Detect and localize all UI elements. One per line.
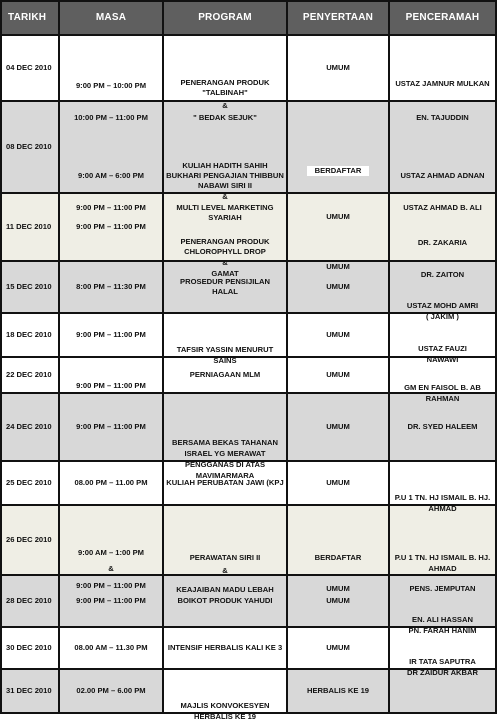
program-cell: INTENSIF HERBALIS KALI KE 3 [164,628,288,670]
penyertaan-cell: UMUM [288,628,390,670]
program-line: PERAWATAN SIRI II [189,553,261,562]
table-row [2,394,497,462]
program-cell: BOIKOT PRODUK YAHUDI [164,576,288,628]
date-cell: 26 DEC 2010 [2,506,60,576]
penceramah-line: USTAZ AHMAD ADNAN [400,171,485,180]
program-line: PENERANGAN PRODUK [180,237,270,246]
penyertaan-cell: UMUM [288,358,390,394]
program-cell [164,670,288,721]
masa-cell: 9:00 PM – 11:00 PM [60,194,164,262]
program-line: SAINS [213,356,237,365]
table-row [2,506,497,576]
penyertaan-cell: UMUM [288,462,390,506]
masa-line: & [108,564,114,573]
header-row [2,2,497,36]
penceramah-line: RAHMAN [425,394,460,403]
penyertaan-cell: UMUM [288,576,390,628]
penceramah-line: GM EN FAISOL B. AB [404,383,481,392]
penyertaan-cell: UMUM [288,394,390,462]
masa-cell: 9:00 PM – 11:00 PM [60,394,164,462]
date-cell: 31 DEC 2010 [2,670,60,714]
program-line: NABAWI SIRI II [197,181,252,190]
masa-line: 9:00 PM – 11:00 PM [76,203,146,212]
date-cell: 22 DEC 2010 [2,358,60,394]
masa-line: 9:00 PM – 11:00 PM [76,381,146,390]
penceramah-line: DR. ZAITON [420,270,465,279]
masa-cell: 02.00 PM – 6.00 PM [60,670,164,714]
masa-line: 9:00 PM – 10:00 PM [75,81,147,90]
program-line: MAJLIS KONVOKESYEN [180,701,270,710]
penyertaan-line: UMUM [326,584,350,593]
header-masa: MASA [60,2,164,36]
program-line: HERBALIS KE 19 [193,712,257,721]
penyertaan-cell: HERBALIS KE 19 [288,670,390,714]
penceramah-line: PN. FARAH HANIM [408,626,477,635]
masa-cell [60,358,164,394]
program-line: PENERANGAN PRODUK [180,78,270,87]
date-cell: 24 DEC 2010 [2,394,60,462]
masa-line: 10:00 PM – 11:00 PM [74,113,148,122]
penyertaan-cell: UMUM [288,36,390,102]
program-line: TAFSIR YASSIN MENURUT [176,345,274,354]
penceramah-cell: DR. SYED HALEEM [390,394,497,462]
penyertaan-line: UMUM [326,262,350,271]
header-penceramah: PENCERAMAH [390,2,497,36]
program-cell: PERNIAGAAN MLM [164,358,288,394]
penceramah-cell [390,462,497,513]
date-cell: 15 DEC 2010 [2,262,60,314]
date-cell: 25 DEC 2010 [2,462,60,506]
program-line: MAVIMARMARA [195,471,255,480]
date-cell: 11 DEC 2010 [2,194,60,262]
program-line: "TALBINAH" [202,88,248,97]
program-cell [164,394,288,480]
penceramah-line: P.U 1 TN. HJ ISMAIL B. HJ. [394,553,491,562]
penceramah-line: DR ZAIDUR AKBAR [406,668,478,677]
penyertaan-line: BERDAFTAR [314,553,362,562]
masa-cell [60,36,164,122]
penceramah-cell [390,36,497,122]
registered-highlight: BERDAFTAR [307,166,370,176]
date-cell: 30 DEC 2010 [2,628,60,670]
program-line: & [222,566,228,575]
penceramah-line: PENS. JEMPUTAN [409,584,476,593]
header-tarikh: TARIKH [2,2,60,36]
program-line: BERSAMA BEKAS TAHANAN [172,438,278,447]
penyertaan-cell [288,506,390,593]
penceramah-line: USTAZ AHMAD B. ALI [403,203,482,212]
date-cell: 28 DEC 2010 [2,576,60,628]
penyertaan-cell [288,194,390,271]
masa-line: 9:00 PM – 11:00 PM [76,581,146,590]
program-line: & [222,192,228,201]
penceramah-line: AHMAD [428,504,457,513]
masa-cell: 08.00 PM – 11.00 PM [60,462,164,506]
program-line: MULTI LEVEL MARKETING [176,203,274,212]
masa-cell: 9:00 PM – 11:00 PM [60,576,164,628]
program-cell [164,314,288,365]
penceramah-line: AHMAD [428,564,457,573]
program-line: SYARIAH [208,213,242,222]
penceramah-line: EN. TAJUDDIN [416,113,469,122]
date-cell: 18 DEC 2010 [2,314,60,358]
program-line: KEAJAIBAN MADU LEBAH [176,585,274,594]
penceramah-line: USTAZ JAMNUR MULKAN [395,79,490,88]
penceramah-line: DR. ZAKARIA [417,238,468,247]
penyertaan-line: UMUM [326,212,350,221]
program-cell: KULIAH PERUBATAN JAWI (KPJ [164,462,288,506]
penyertaan-cell: UMUM [288,314,390,358]
program-line: & [222,258,228,267]
penceramah-line: IR TATA SAPUTRA [409,657,476,666]
table-row [2,36,497,102]
program-line: PROSEDUR PENSIJILAN HALAL [180,277,270,296]
masa-cell: 08.00 AM – 11.30 PM [60,628,164,670]
masa-cell: 9:00 PM – 11:00 PM [60,314,164,358]
program-line: " BEDAK SEJUK" [193,113,257,122]
penceramah-line: USTAZ MOHD AMRI [406,301,479,310]
penyertaan-cell: UMUM [288,262,390,314]
header-program: PROGRAM [164,2,288,36]
penceramah-line: ( JAKIM ) [426,312,459,321]
penyertaan-cell [288,102,390,221]
date-cell: 04 DEC 2010 [2,36,60,102]
penceramah-line: USTAZ FAUZI [418,344,467,353]
program-cell [164,506,288,594]
masa-line: 9:00 AM – 1:00 PM [78,548,144,557]
penceramah-line: EN. ALI HASSAN [412,615,473,624]
program-line: BUKHARI PENGAJIAN THIBBUN [166,171,284,180]
program-line: PENGGANAS DI ATAS [184,460,266,469]
program-line: KULIAH HADITH SAHIH [182,161,268,170]
masa-line: 9:00 AM – 6:00 PM [78,171,144,180]
penceramah-line: P.U 1 TN. HJ ISMAIL B. HJ. [394,493,491,502]
program-line: ISRAEL YG MERAWAT [184,449,266,458]
header-penyertaan: PENYERTAAN [288,2,390,36]
program-line: CHLOROPHYLL DROP [184,247,266,256]
program-line: GAMAT [211,269,239,278]
program-line: & [222,101,228,110]
masa-cell: 8:00 PM – 11:30 PM [60,262,164,314]
penceramah-line: NAWAWI [426,355,459,364]
program-cell [164,36,288,122]
date-cell: 08 DEC 2010 [2,102,60,194]
penyertaan-line [288,166,388,176]
penceramah-cell [390,506,497,593]
masa-cell [60,506,164,590]
